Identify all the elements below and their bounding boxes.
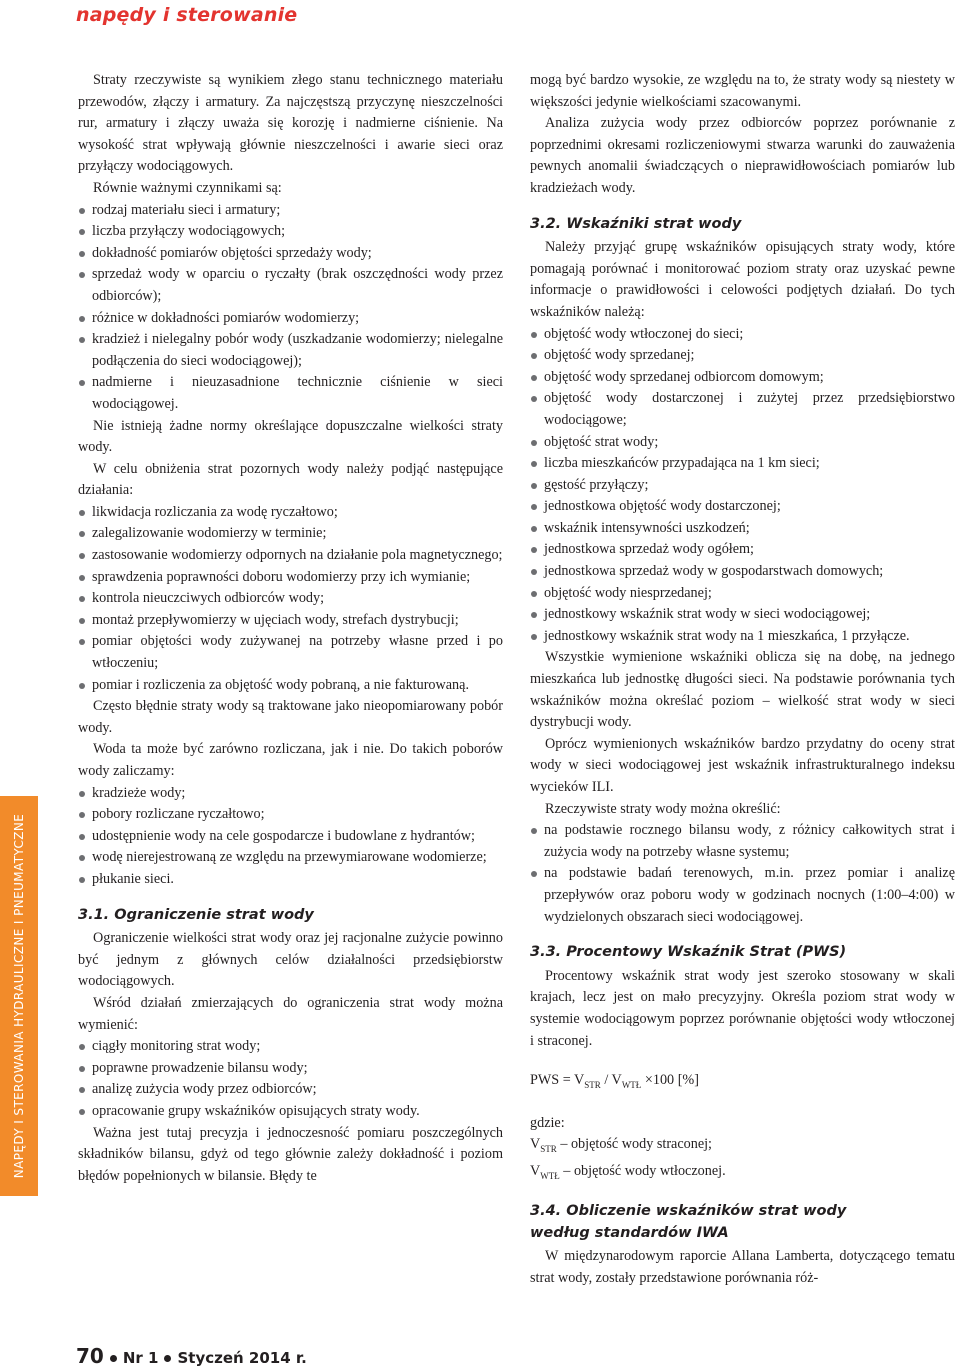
- bullet-dot: [110, 1355, 117, 1362]
- formula-lhs: PWS = V: [530, 1072, 585, 1089]
- bullet-list: [530, 324, 955, 648]
- list-item: likwidacja rozliczania za wodę ryczałtowo;: [78, 502, 503, 524]
- list-item: jednostkowa objętość wody dostarczonej;: [530, 496, 955, 518]
- list-item: na podstawie badań terenowych, m.in. przez pomiar i analizę przepływów oraz poboru wody w godzinach nocnych (1:00–4:00) w wydzielonych obszarach sieci wodociągowej.: [530, 863, 955, 928]
- section-header: napędy i sterowanie: [76, 4, 298, 26]
- paragraph: Należy przyjąć grupę wskaźników opisujących straty wody, które pomagają porównać i monitorować poziom straty oraz uzyskać pewne informacje o prawidłowości i celowości podjętych działań. Do tych wskaźników należą:: [530, 239, 955, 320]
- list-item: opracowanie grupy wskaźników opisujących straty wody.: [78, 1101, 503, 1123]
- side-tab-text: NAPĘDY I STEROWANIA HYDRAULICZNE I PNEUMATYCZNE: [12, 813, 26, 1179]
- paragraph: Wśród działań zmierzających do ograniczenia strat wody można wymienić:: [78, 994, 503, 1033]
- formula-sub: WTŁ: [621, 1079, 642, 1090]
- list-item: sprzedaż wody w oparciu o ryczałty (brak oszczędności wody przez odbiorców);: [78, 264, 503, 307]
- bullet-dot: [164, 1355, 171, 1362]
- definition: [530, 1134, 955, 1160]
- definition-text: – objętość wody wtłoczonej.: [559, 1162, 726, 1179]
- list-item: jednostkowy wskaźnik strat wody na 1 mieszkańca, 1 przyłącze.: [530, 626, 955, 648]
- paragraph: Oprócz wymienionych wskaźników bardzo przydatny do oceny strat wody w sieci wodociągowej jest wskaźnik infrastrukturalnego indeksu wycieków ILI.: [530, 735, 955, 795]
- list-item: objętość wody sprzedanej;: [530, 345, 955, 367]
- symbol-sub: WTŁ: [540, 1170, 560, 1181]
- definition-label: gdzie:: [530, 1114, 565, 1131]
- bullet-list: [530, 820, 955, 928]
- section-heading: 3.3. Procentowy Wskaźnik Strat (PWS): [530, 944, 847, 961]
- list-item: dokładność pomiarów objętości sprzedaży wody;: [78, 243, 503, 265]
- list-item: liczba przyłączy wodociągowych;: [78, 221, 503, 243]
- heading-line: 3.4. Obliczenie wskaźników strat wody: [530, 1202, 847, 1219]
- list-item: płukanie sieci.: [78, 869, 503, 891]
- formula-mid: / V: [600, 1072, 622, 1089]
- list-item: jednostkowy wskaźnik strat wody w sieci wodociągowej;: [530, 604, 955, 626]
- bullet-list: [78, 783, 503, 891]
- symbol: V: [530, 1136, 541, 1153]
- list-item: ciągły monitoring strat wody;: [78, 1036, 503, 1058]
- list-item: objętość wody wtłoczonej do sieci;: [530, 324, 955, 346]
- list-item: jednostkowa sprzedaż wody ogółem;: [530, 539, 955, 561]
- list-item: kradzieże wody;: [78, 783, 503, 805]
- list-item: rodzaj materiału sieci i armatury;: [78, 200, 503, 222]
- side-tab: [0, 796, 38, 1196]
- section-heading: 3.1. Ograniczenie strat wody: [78, 906, 314, 923]
- symbol-sub: STR: [540, 1143, 557, 1154]
- formula-sub: STR: [584, 1079, 601, 1090]
- bullet-list: [78, 1036, 503, 1122]
- list-item: analizę zużycia wody przez odbiorców;: [78, 1079, 503, 1101]
- list-item: liczba mieszkańców przypadająca na 1 km sieci;: [530, 453, 955, 475]
- list-item: poprawne prowadzenie bilansu wody;: [78, 1058, 503, 1080]
- list-item: jednostkowa sprzedaż wody w gospodarstwach domowych;: [530, 561, 955, 583]
- list-item: wskaźnik intensywności uszkodzeń;: [530, 518, 955, 540]
- list-item: nadmierne i nieuzasadnione technicznie ciśnienie w sieci wodociągowej.: [78, 372, 503, 415]
- paragraph: Wszystkie wymienione wskaźniki oblicza się na dobę, na jednego mieszkańca lub jednostkę długości sieci. Na podstawie porównania tych wskaźników można określać poziom – wielkość strat wody w sieci dystrybucji wody.: [530, 649, 955, 731]
- page-footer: [76, 1344, 307, 1368]
- definition-text: – objętość wody straconej;: [556, 1136, 713, 1153]
- list-item: pobory rozliczane ryczałtowo;: [78, 804, 503, 826]
- paragraph: mogą być bardzo wysokie, ze względu na to, że straty wody są niestety w większości jedynie wielkościami szacowanymi.: [530, 72, 955, 110]
- list-item: sprawdzenia poprawności doboru wodomierzy przy ich wymianie;: [78, 567, 503, 589]
- list-item: kradzież i nielegalny pobór wody (uszkadzanie wodomierzy; nielegalne podłączenia do sieci wodociągowej);: [78, 329, 503, 372]
- bullet-list: [78, 502, 503, 696]
- symbol: V: [530, 1162, 541, 1179]
- page-number: 70: [76, 1344, 104, 1368]
- list-item: gęstość przyłączy;: [530, 475, 955, 497]
- section-heading: [530, 1201, 955, 1244]
- bullet-list: [78, 200, 503, 416]
- formula: [530, 1070, 955, 1096]
- list-item: udostępnienie wody na cele gospodarcze i budowlane z hydrantów;: [78, 826, 503, 848]
- paragraph: Woda ta może być zarówno rozliczana, jak i nie. Do takich poborów wody zaliczamy:: [78, 741, 503, 779]
- list-item: kontrola nieuczciwych odbiorców wody;: [78, 588, 503, 610]
- list-item: zastosowanie wodomierzy odpornych na działanie pola magnetycznego;: [78, 545, 503, 567]
- paragraph: Nie istnieją żadne normy określające dopuszczalne wielkości straty wody.: [78, 417, 503, 456]
- paragraph: Analiza zużycia wody przez odbiorców poprzez porównanie z poprzednimi okresami rozliczeniowymi stwarza warunki do zauważenia pewnych anomalii świadczących o nieprawidłowościach pomiarów lub kradzieżach wody.: [530, 115, 955, 196]
- list-item: objętość wody sprzedanej odbiorcom domowym;: [530, 367, 955, 389]
- list-item: objętość strat wody;: [530, 432, 955, 454]
- paragraph: Ograniczenie wielkości strat wody oraz jej racjonalne zużycie powinno być jednym z głównych celów działalności przedsiębiorstw wodociągowych.: [78, 930, 503, 990]
- paragraph: Straty rzeczywiste są wynikiem złego stanu technicznego materiału przewodów, złączy i armatury. Za najczęstszą przyczynę nieszczelności rur, armatury i złączy uważa się korozję i nadmierne ciśnienie. Na wysokość strat wpływają głównie nieszczelności i awarie sieci oraz przyłączy wodociągowych.: [78, 72, 503, 175]
- left-column: [78, 70, 503, 1187]
- list-item: objętość wody dostarczonej i zużytej przez przedsiębiorstwo wodociągowe;: [530, 388, 955, 431]
- section-heading: 3.2. Wskaźniki strat wody: [530, 215, 742, 232]
- paragraph: Często błędnie straty wody są traktowane jako nieopomiarowany pobór wody.: [78, 698, 503, 736]
- heading-line: według standardów IWA: [530, 1224, 729, 1241]
- paragraph: Procentowy wskaźnik strat wody jest szeroko stosowany w skali krajach, lecz jest on mało precyzyjny. Określa poziom strat wody w systemie wodociągowym poprzez porównanie objętości wody wtłoczonej i straconej.: [530, 967, 955, 1049]
- list-item: na podstawie rocznego bilansu wody, z różnicy całkowitych strat i zużycia wody na potrzeby własne systemu;: [530, 820, 955, 863]
- list-item: wodę nierejestrowaną ze względu na przewymiarowane wodomierze;: [78, 847, 503, 869]
- formula-rhs: ×100 [%]: [641, 1072, 699, 1089]
- paragraph: W celu obniżenia strat pozornych wody należy podjąć następujące działania:: [78, 460, 503, 499]
- issue-number: Nr 1: [122, 1349, 159, 1367]
- right-column: [530, 70, 955, 1289]
- list-item: objętość wody niesprzedanej;: [530, 583, 955, 605]
- issue-date: Styczeń 2014 r.: [177, 1349, 307, 1367]
- list-item: pomiar i rozliczenia za objętość wody pobraną, a nie fakturowaną.: [78, 675, 503, 697]
- paragraph: Rzeczywiste straty wody można określić:: [545, 800, 781, 817]
- list-item: montaż przepływomierzy w ujęciach wody, strefach dystrybucji;: [78, 610, 503, 632]
- spacer: [530, 1097, 955, 1113]
- paragraph: Równie ważnymi czynnikami są:: [93, 179, 282, 196]
- paragraph: Ważna jest tutaj precyzja i jednoczesność pomiaru poszczególnych składników bilansu, gdyż od tego głównie zależy dokładność i poziom błędów popełnionych w bilansie. Błędy te: [78, 1124, 503, 1184]
- list-item: zalegalizowanie wodomierzy w terminie;: [78, 523, 503, 545]
- list-item: różnice w dokładności pomiarów wodomierzy;: [78, 308, 503, 330]
- list-item: pomiar objętości wody zużywanej na potrzeby własne przed i po wtłoczeniu;: [78, 631, 503, 674]
- paragraph: W międzynarodowym raporcie Allana Lamberta, dotyczącego tematu strat wody, zostały przedstawione porównania róż-: [530, 1248, 955, 1286]
- definition: [530, 1161, 955, 1187]
